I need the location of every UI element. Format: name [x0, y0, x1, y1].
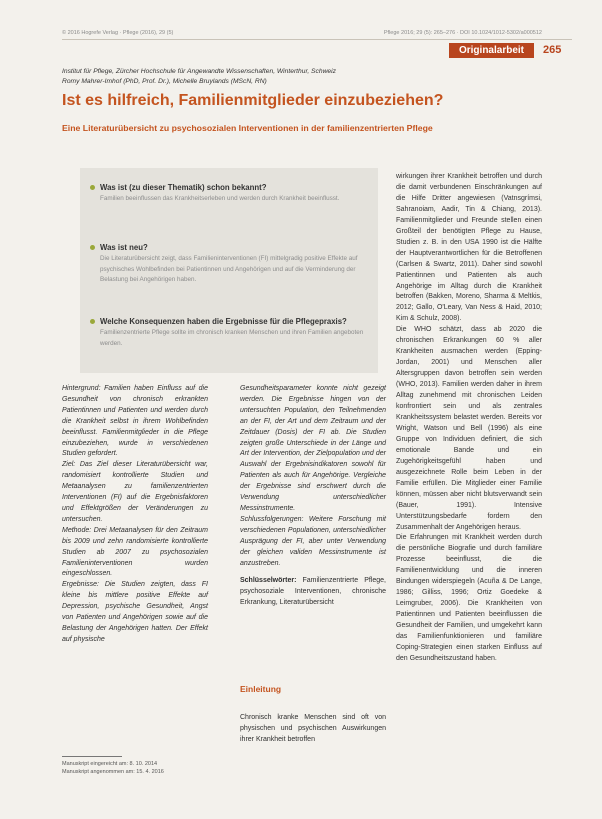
key-point-question: Was ist (zu dieser Thematik) schon bekannt?: [90, 182, 370, 193]
abstract-column-left: [62, 384, 208, 646]
key-points-box: [80, 168, 378, 373]
affiliation-block: [62, 67, 542, 87]
authors: Romy Mahrer-Imhof (PhD, Prof. Dr.), Michelle Bruylands (MScN, RN): [62, 78, 267, 85]
section-heading-einleitung: Einleitung: [240, 684, 282, 694]
running-head-right: Pflege 2016; 29 (5): 265–276 · DOI 10.1024/1012-5302/a000512: [383, 30, 542, 36]
keywords-text: Familienzentrierte Pflege, psychosoziale Interventionen, chronische Erkrankung, Literaturübersicht: [240, 577, 386, 606]
footnote-accepted: Manuskript angenommen am: 15. 4. 2016: [62, 769, 164, 775]
footnote-submitted: Manuskript eingereicht am: 8. 10. 2014: [62, 761, 158, 767]
abstract-aim: Ziel: Das Ziel dieser Literaturübersicht war, randomisiert kontrollierte Studien und Metaanalysen zu familienzentrierten Interventionen (FI) auf die Ergebnisfaktoren und Effektgrößen der Veränderungen zu untersuchen.: [62, 461, 208, 523]
abstract-method: Methode: Drei Metaanalysen für den Zeitraum bis 2009 und zehn randomisierte kontrollierte Studien ab 2007 zu psychosozialen Familieninterventionen wurden eingeschlossen.: [62, 526, 208, 578]
footnote: [62, 760, 222, 776]
key-point-question: Was ist neu?: [90, 242, 370, 253]
key-point-consequences: [90, 316, 370, 349]
abstract-conclusions: Schlussfolgerungen: Weitere Forschung mit verschiedenen Populationen, unterschiedlicher Ausprägung der FI, aber unter Verwendung der gleichen validen Messinstrumente ist anzustreben.: [240, 515, 386, 567]
intro-text: Chronisch kranke Menschen sind oft von physischen und psychischen Auswirkungen ihrer Krankheit betroffen: [240, 714, 386, 743]
body-paragraph: wirkungen ihrer Krankheit betroffen und durch die damit verbundenen Einschränkungen auf die Hilfe Dritter angewiesen (Vatnsgrímsi, Sahranoiam, Aadir, Tin & Chiang, 2013). Familienmitglieder und Freunde stellen einen Großteil der benötigten Pflege zu Hause, Studien z. B. in den USA 1990 ist die Hälfte der Hauptverantwortlichen für die Betroffenen (Carlsen & Swartz, 2011). Daher sind sowohl Patientinnen und Patienten als auch Angehörige im Alltag durch die Krankheit betroffen (Bakken, Moreno, Sharma & Meltkis, 2012; Gallo, O'Leary, Van Ness & Haid, 2010; Kim & Schulz, 2008).: [396, 173, 542, 323]
keywords-label: Schlüsselwörter:: [240, 577, 297, 584]
key-point-question: Welche Konsequenzen haben die Ergebnisse für die Pflegepraxis?: [90, 316, 370, 327]
page-number: 265: [543, 44, 562, 56]
article-subtitle: Eine Literaturübersicht zu psychosozialen Interventionen in der familienzentrierten Pflege: [62, 123, 433, 133]
abstract-results: Ergebnisse: Die Studien zeigten, dass FI kleine bis mittlere positive Effekte auf Depression, psychische Gesundheit, Angst von Patienten und Angehörigen sowie auf die Belastung der Angehörigen hatten. Der Effekt auf physische: [62, 581, 208, 643]
key-point-known: [90, 182, 370, 205]
affiliation: Institut für Pflege, Zürcher Hochschule für Angewandte Wissenschaften, Winterthur, Schweiz: [62, 68, 336, 75]
footnote-rule: [62, 756, 122, 757]
abstract-background: Hintergrund: Familien haben Einfluss auf die Gesundheit von chronisch erkrankten Patientinnen und Patienten und werden durch die Krankheit selbst in ihrem Wohlbefinden beeinflusst. Familienmitglieder in die Pflege einzubeziehen, wurde in verschiedenen Studien gefordert.: [62, 385, 208, 458]
running-head-left: © 2016 Hogrefe Verlag · Pflege (2016), 29 (5): [62, 30, 174, 36]
keywords: [240, 576, 386, 609]
body-paragraph: Die WHO schätzt, dass ab 2020 die chronischen Erkrankungen 60 % aller Krankheiten ausmachen werden (Epping-Jordan, 2001) und Menschen aller Altersgruppen davon betroffen sein werden (WHO, 2013). Familien werden daher in ihrem Alltag zunehmend mit chronischen Leiden konfrontiert sein und als zentrales Krankheitssystem belastet werden. Bereits vor Wright, Watson und Bell (1996) als eine Gruppe von Individuen definiert, die sich emotionale Bande und ein Zugehörigkeitsgefühl haben und ausgezeichnete Rolle beim Leben in der Familie erfüllen. Die Mitglieder einer Familie können, müssen aber nicht blutsverwandt sein (Bauer, 1991). Intensive Unterstützungsbedarfe fordern den Zusammenhalt der Angehörigen heraus.: [396, 326, 542, 531]
body-paragraph: Die Erfahrungen mit Krankheit werden durch die persönliche Biografie und durch familiäre Prozesse beeinflusst, die die Familienentwicklung und die inneren Bindungen widerspiegeln (Acuña & De Lange, 1986; Gilliss, 1996; Ortiz Goedeke & Leimgruber, 2006). Die Krankheiten von Patientinnen und Patienten beeinflussen die Gesundheit der Familien, und umgekehrt kann das Familienfunktionieren und familiäre Coping-Strategien einen starken Einfluss auf den Gesundheitszustand haben.: [396, 534, 542, 662]
body-column-right: [396, 172, 542, 665]
section-tag: Originalarbeit: [449, 43, 534, 58]
abstract-results-continued: Gesundheitsparameter konnte nicht gezeigt werden. Die Ergebnisse hingen von der untersuchten Population, den Teilnehmenden an der FI, der Art und dem Zeitraum und der Zeitdauer (Dosis) der FI ab. Die Studien zeigten große Unterschiede in der Länge und Art der Intervention, der Zielpopulation und der Auswahl der Ergebnisindikatoren sowohl für Patienten als auch für Angehörige. Vergleiche der Ergebnisse sind erschwert durch die Verwendung unterschiedlicher Messinstrumente.: [240, 385, 386, 512]
key-point-new: [90, 242, 370, 286]
header-rule: [62, 39, 572, 40]
running-head: [62, 30, 542, 36]
abstract-column-middle: [240, 384, 386, 569]
key-point-answer: Familien beeinflussen das Krankheitserleben und werden durch Krankheit beeinflusst.: [100, 195, 340, 202]
key-point-answer: Die Literaturübersicht zeigt, dass Familieninterventionen (FI) mittelgradig positive Effekte auf psychisches Wohlbefinden bei Patientinnen und Angehörigen und auf die Verminderung der Belastung bei Angehörigen haben.: [100, 255, 358, 283]
key-point-answer: Familienzentrierte Pflege sollte im chronisch kranken Menschen und ihren Familien angeboten werden.: [100, 329, 364, 347]
article-title: Ist es hilfreich, Familienmitglieder einzubeziehen?: [62, 92, 444, 109]
